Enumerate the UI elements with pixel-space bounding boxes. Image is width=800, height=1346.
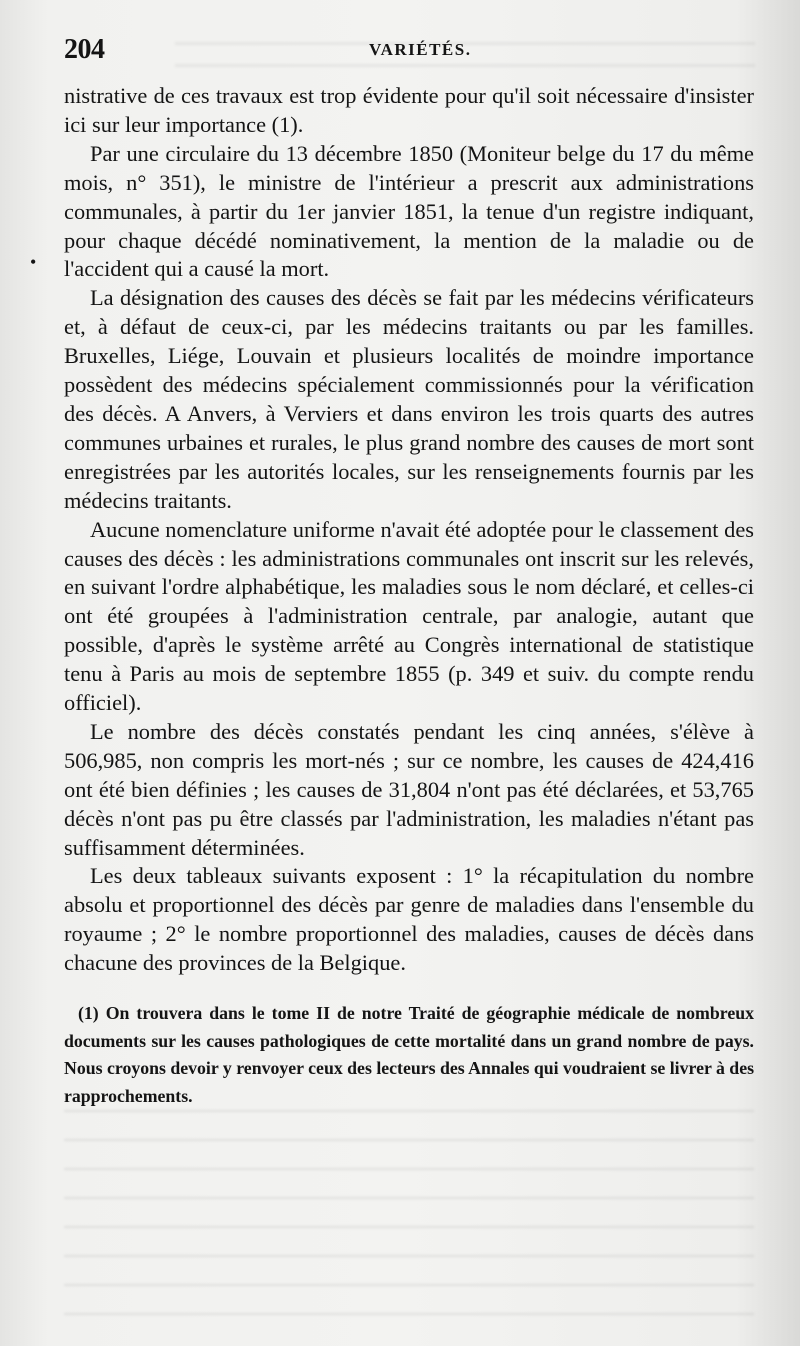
- page-header: [64, 34, 754, 70]
- paragraph: Aucune nomenclature uniforme n'avait été adoptée pour le classement des causes des décès : les administrations communales ont inscrit sur les relevés, en suivant l'ordre alphabétique, les maladies sous le nom déclaré, et celles-ci ont été groupées à l'administration centrale, par analogie, autant que possible, d'après le système arrêté au Congrès international de statistique tenu à Paris au mois de septembre 1855 (p. 349 et suiv. du compte rendu officiel).: [64, 516, 754, 716]
- paragraph: La désignation des causes des décès se fait par les médecins vérificateurs et, à défaut de ceux-ci, par les médecins traitants ou par les familles. Bruxelles, Liége, Louvain et plusieurs localités de moindre importance possèdent des médecins spécialement commissionnés pour la vérification des décès. A Anvers, à Verviers et dans environ les trois quarts des autres communes urbaines et rurales, le plus grand nombre des causes de mort sont enregistrées par les autorités locales, sur les renseignements fournis par les médecins traitants.: [64, 285, 754, 513]
- paragraph: Les deux tableaux suivants exposent : 1° la récapitulation du nombre absolu et proportionnel des décès par genre de maladies dans l'ensemble du royaume ; 2° le nombre proportionnel des maladies, causes de décès dans chacune des provinces de la Belgique.: [64, 863, 754, 976]
- paragraph: nistrative de ces travaux est trop évidente pour qu'il soit nécessaire d'insister ici sur leur importance (1).: [64, 83, 754, 137]
- show-through-bottom: [64, 1092, 754, 1332]
- running-head: VARIÉTÉS.: [369, 40, 472, 59]
- paragraph: Par une circulaire du 13 décembre 1850 (Moniteur belge du 17 du même mois, n° 351), le ministre de l'intérieur a prescrit aux administrations communales, à partir du 1er janvier 1851, la tenue d'un registre indiquant, pour chaque décédé nominativement, la mention de la maladie ou de l'accident qui a causé la mort.: [64, 140, 754, 282]
- margin-mark: •: [30, 252, 37, 272]
- paragraph: Le nombre des décès constatés pendant les cinq années, s'élève à 506,985, non compris les mort-nés ; sur ce nombre, les causes de 424,416 ont été bien définies ; les causes de 31,804 n'ont pas été déclarées, et 53,765 décès n'ont pas pu être classés par l'administration, les maladies n'étant pas suffisamment déterminées.: [64, 718, 754, 860]
- footnote: (1) On trouvera dans le tome II de notre Traité de géographie médicale de nombreux documents sur les causes pathologiques de cette mortalité dans un grand nombre de pays. Nous croyons devoir y renvoyer ceux des lecteurs des Annales qui voudraient se livrer à des rapprochements.: [64, 1003, 755, 1106]
- body-text: [64, 82, 754, 978]
- page-number: 204: [64, 34, 105, 65]
